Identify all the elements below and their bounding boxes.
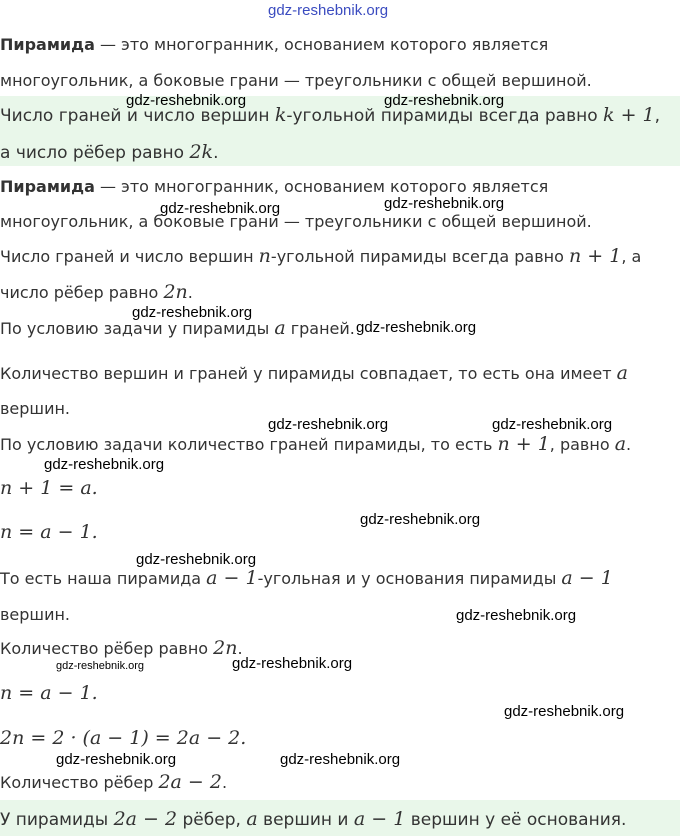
solution-line2 bbox=[0, 362, 628, 384]
watermark: gdz-reshebnik.org bbox=[360, 511, 481, 528]
math-2k: 2k bbox=[189, 141, 214, 163]
text: -угольная и у основания пирамиды bbox=[257, 569, 562, 588]
equation-n-eq-a-minus-1-repeat: n = a − 1. bbox=[0, 682, 98, 704]
equation-n-eq-a-minus-1: n = a − 1. bbox=[0, 521, 98, 543]
equation-n-plus-1-eq-a: n + 1 = a. bbox=[0, 477, 98, 499]
math-n-plus-1: n + 1 bbox=[568, 245, 622, 267]
text: -угольной пирамиды всегда равно bbox=[286, 106, 604, 126]
math-2n: 2n bbox=[163, 281, 188, 303]
watermark: gdz-reshebnik.org bbox=[384, 195, 505, 212]
watermark: gdz-reshebnik.org bbox=[456, 607, 577, 624]
text: . bbox=[626, 435, 632, 454]
text: а число рёбер равно bbox=[0, 143, 190, 163]
math-k-plus-1: k + 1 bbox=[603, 104, 655, 126]
text: . bbox=[213, 143, 219, 163]
watermark: gdz-reshebnik.org bbox=[384, 92, 505, 109]
math-a-minus-1: a − 1 bbox=[353, 808, 406, 830]
text: По условию задачи количество граней пирамиды, то есть bbox=[0, 435, 498, 454]
text: . bbox=[221, 773, 228, 792]
math-a-minus-1: a − 1 bbox=[206, 567, 258, 589]
text: Количество вершин и граней у пирамиды совпадает, то есть она имеет bbox=[0, 364, 617, 383]
text: Число граней и число вершин bbox=[0, 247, 259, 266]
text: Количество рёбер равно bbox=[0, 639, 214, 658]
watermark: gdz-reshebnik.org bbox=[160, 200, 281, 217]
math-var-a: a bbox=[274, 317, 286, 339]
math-var-a: a bbox=[614, 433, 627, 455]
watermark: gdz-reshebnik.org bbox=[56, 660, 145, 672]
watermark: gdz-reshebnik.org bbox=[280, 751, 401, 768]
text: граней. bbox=[285, 319, 355, 338]
text: По условию задачи у пирамиды bbox=[0, 319, 275, 338]
text: число рёбер равно bbox=[0, 283, 164, 302]
solution-line3 bbox=[0, 433, 631, 455]
watermark: gdz-reshebnik.org bbox=[126, 92, 247, 109]
solution-line6 bbox=[0, 771, 227, 793]
block2-line3 bbox=[0, 245, 641, 267]
watermark-top: gdz-reshebnik.org bbox=[268, 2, 389, 19]
watermark: gdz-reshebnik.org bbox=[132, 304, 253, 321]
watermark: gdz-reshebnik.org bbox=[232, 655, 353, 672]
text: вершин и bbox=[257, 810, 354, 830]
watermark: gdz-reshebnik.org bbox=[492, 416, 613, 433]
solution-line2-cont: вершин. bbox=[0, 399, 71, 418]
text: . bbox=[237, 639, 243, 658]
math-a-minus-1: a − 1 bbox=[561, 567, 613, 589]
text: , а bbox=[621, 247, 642, 266]
text: вершин у её основания. bbox=[405, 810, 627, 830]
text: Число граней и число вершин bbox=[0, 106, 275, 126]
watermark: gdz-reshebnik.org bbox=[504, 703, 625, 720]
definition-text: — это многогранник, основанием которого является bbox=[94, 177, 549, 196]
text: У пирамиды bbox=[0, 810, 114, 830]
watermark: gdz-reshebnik.org bbox=[356, 319, 477, 336]
text: , bbox=[654, 106, 661, 126]
text: , равно bbox=[549, 435, 615, 454]
equation-edges: 2n = 2 · (a − 1) = 2a − 2. bbox=[0, 727, 247, 749]
math-var-k: k bbox=[274, 104, 287, 126]
text: . bbox=[187, 283, 193, 302]
math-var-a: a bbox=[616, 362, 628, 384]
math-2a-minus-2: 2a − 2 bbox=[158, 771, 222, 793]
block2-line4 bbox=[0, 281, 193, 303]
text: Количество рёбер bbox=[0, 773, 159, 792]
block1-line2: многоугольник, а боковые грани — треугольники с общей вершиной. bbox=[0, 71, 592, 90]
watermark: gdz-reshebnik.org bbox=[136, 551, 257, 568]
text: -угольной пирамиды всегда равно bbox=[270, 247, 569, 266]
definition-text: — это многогранник, основанием которого является bbox=[94, 35, 549, 54]
solution-line5 bbox=[0, 637, 243, 659]
block2-line2: многоугольник, а боковые грани — треугольники с общей вершиной. bbox=[0, 212, 592, 231]
answer-line bbox=[0, 808, 626, 830]
highlight1-line2 bbox=[0, 141, 218, 163]
watermark: gdz-reshebnik.org bbox=[268, 416, 389, 433]
highlight1-line1 bbox=[0, 104, 660, 126]
block1-line1 bbox=[0, 35, 548, 54]
text: То есть наша пирамида bbox=[0, 569, 207, 588]
block2-line1 bbox=[0, 177, 548, 196]
term-pyramid: Пирамида bbox=[0, 35, 95, 54]
math-var-a: a bbox=[246, 808, 258, 830]
math-2n: 2n bbox=[213, 637, 238, 659]
math-2a-minus-2: 2a − 2 bbox=[113, 808, 178, 830]
term-pyramid: Пирамида bbox=[0, 177, 95, 196]
solution-line4 bbox=[0, 567, 613, 589]
text: рёбер, bbox=[177, 810, 247, 830]
solution-line4-cont: вершин. bbox=[0, 605, 71, 624]
math-var-n: n bbox=[258, 245, 271, 267]
math-n-plus-1: n + 1 bbox=[497, 433, 550, 455]
watermark: gdz-reshebnik.org bbox=[56, 751, 177, 768]
watermark: gdz-reshebnik.org bbox=[44, 456, 165, 473]
